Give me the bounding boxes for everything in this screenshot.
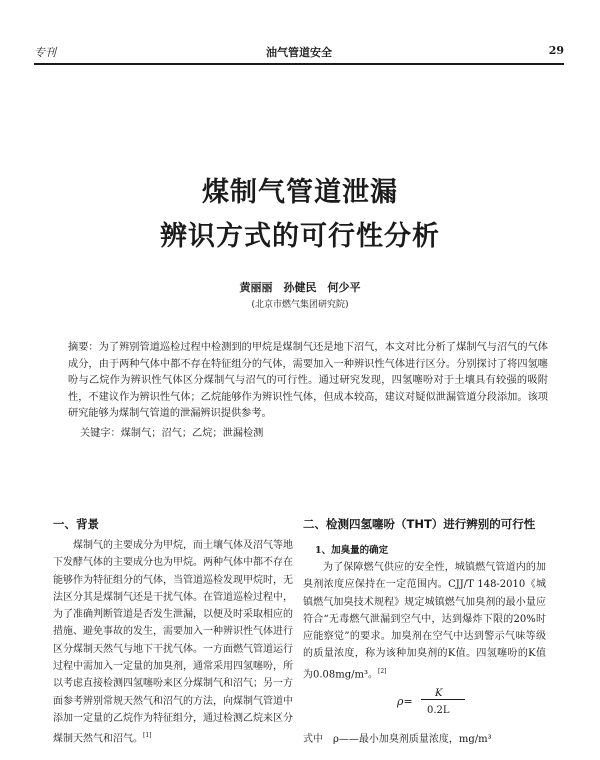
abstract-label: 摘要： [68, 342, 99, 353]
title-line-2: 辨识方式的可行性分析 [160, 221, 440, 252]
formula-where-clause: 式中 ρ——最小加臭剂质量浓度，mg/m³ [303, 734, 492, 746]
keywords-text: 煤制气；沼气；乙烷；泄漏检测 [120, 428, 264, 439]
citation-1: [1] [143, 732, 152, 740]
left-column [53, 516, 293, 748]
right-column [303, 516, 546, 749]
journal-section-label: 专刊 [34, 46, 56, 59]
title-line-1: 煤制气管道泄漏 [202, 177, 398, 208]
equation-denominator: 0.2L [427, 705, 450, 717]
equation-numerator: K [435, 688, 443, 700]
section-1-paragraph: 煤制气的主要成分为甲烷，而土壤气体及沼气等地下发酵气体的主要成分也为甲烷。两种气体中都不存在能够作为特征组分的气体，当管道巡检发现甲烷时，无法区分其是煤制气还是干扰气体。在管道巡检过程中，为了准确判断管道是否发生泄漏，以便及时采取相应的措施、避免事故的发生，需要加入一种辨识性气体进行区分煤制天然气与地下干扰气体。一方面燃气管道运行过程中需加入一定量的加臭剂，通常采用四氢噻吩，所以考虑直接检测四氢噻吩来区分煤制气和沼气；另一方面参考辨别常规天然气和沼气的方法，向煤制气管道中添加一定量的乙烷作为特征组分，通过检测乙烷来区分煤制天然气和沼气。[1] [53, 540, 293, 745]
section-1-heading: 一、背景 [53, 517, 99, 531]
abstract-text: 为了辨别管道巡检过程中检测到的甲烷是煤制气还是地下沼气，本文对比分析了煤制气与沼气的气体成分，由于两种气体中都不存在特征组分的气体，需要加入一种辨识性气体进行区分。分别探讨了将四氢噻吩与乙烷作为辨识性气体区分煤制气与沼气的可行性。通过研究发现，四氢噻吩对于土壤具有较强的吸附性，不建议作为辨识性气体；乙烷能够作为辨识性气体，但成本较高，建议对疑似泄漏管道分段添加。该项研究能够为煤制气管道的泄漏辨识提供参考。 [68, 342, 548, 419]
fraction-bar [421, 699, 465, 700]
journal-title: 油气管道安全 [266, 46, 332, 59]
keywords-label: 关键字： [80, 428, 121, 439]
section-2-paragraph: 为了保障燃气供应的安全性，城镇燃气管道内的加臭剂浓度应保持在一定范围内。CJJ/T 148-2010《城镇燃气加臭技术规程》规定城镇燃气加臭剂的最小量应符合“无毒燃气泄漏到空气中，达到爆炸下限的20%时应能察觉”的要求。加臭剂在空气中达到警示气味等级的质量浓度，称为该种加臭剂的K值。四氢噻吩的K值为0.08mg/m³。[2] [303, 562, 546, 681]
abstract [68, 340, 548, 423]
subsection-heading: 1、加臭量的确定 [315, 545, 389, 556]
header-rule [34, 63, 564, 65]
keywords [80, 424, 550, 439]
equation-lhs: ρ= [397, 695, 413, 709]
citation-2: [2] [378, 667, 387, 675]
section-2-heading: 二、检测四氢噻吩（THT）进行辨别的可行性 [303, 517, 536, 531]
authors: 黄丽丽 孙健民 何少平 [239, 281, 361, 294]
affiliation: (北京市燃气集团研究院) [251, 300, 349, 310]
equation [303, 685, 546, 729]
running-header [34, 44, 564, 60]
page-number: 29 [548, 44, 564, 57]
